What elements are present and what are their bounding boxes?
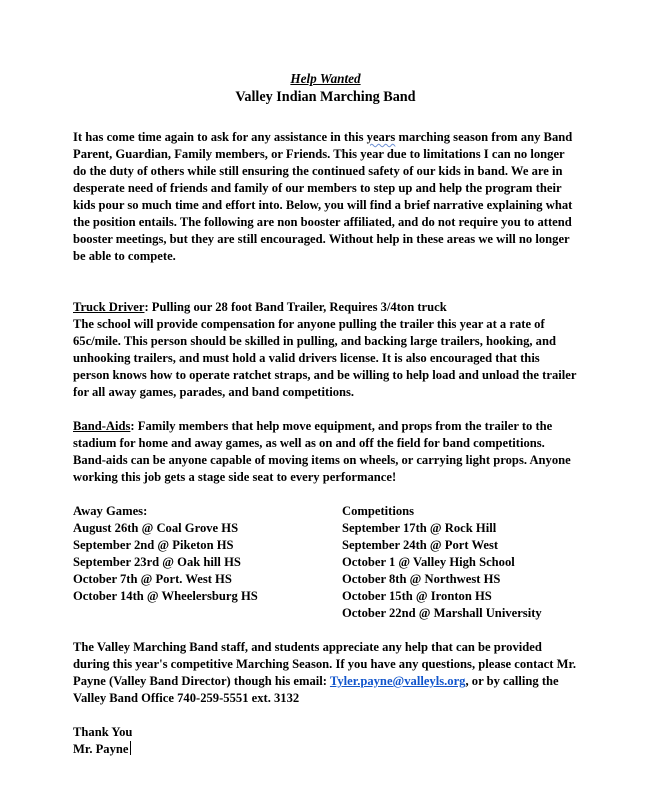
truck-driver-heading: [73, 299, 578, 316]
band-aids-description: : Family members that help move equipment, and props from the trailer to the stadium for home and away games, as well as on and off the field for band competitions. Band-aids can be anyone capable of moving items on wheels, or carrying light props. Anyone working this job gets a stage side seat to every performance!: [73, 419, 571, 484]
closing-paragraph: [73, 639, 578, 707]
competitions-column: [342, 503, 578, 622]
schedule-columns: [73, 503, 578, 622]
band-aids-paragraph: [73, 418, 578, 486]
page-subtitle: Valley Indian Marching Band: [235, 89, 416, 105]
competition-item: September 24th @ Port West: [342, 538, 499, 552]
intro-text-start: It has come time again to ask for any assistance in this: [73, 130, 367, 144]
email-link[interactable]: Tyler.payne@valleyls.org: [329, 674, 466, 688]
text-cursor: [130, 741, 131, 755]
competition-item: October 1 @ Valley High School: [342, 555, 515, 569]
closing-contact-text: , or by calling the Valley Band Office 740-259-5551 ext. 3132: [73, 674, 559, 705]
away-games-heading: Away Games:: [73, 504, 148, 518]
competition-item: September 17th @ Rock Hill: [342, 521, 497, 535]
closing-text: The Valley Marching Band staff, and students appreciate any help that can be provided during this year's competitive Marching Season. If you have any questions, please contact Mr. Payne (Valley Band Director) though his email:: [73, 640, 577, 688]
away-game-item: September 23rd @ Oak hill HS: [73, 555, 241, 569]
page-title: Help Wanted: [290, 71, 361, 86]
competition-item: October 15th @ Ironton HS: [342, 589, 492, 603]
truck-driver-label: Truck Driver: [73, 300, 145, 314]
truck-driver-headline: : Pulling our 28 foot Band Trailer, Requires 3/4ton truck: [144, 300, 447, 314]
away-game-item: September 2nd @ Piketon HS: [73, 538, 234, 552]
signoff-thanks: Thank You: [73, 725, 133, 739]
intro-paragraph: [73, 129, 578, 265]
away-game-item: October 7th @ Port. West HS: [73, 572, 232, 586]
band-aids-label: Band-Aids: [73, 419, 131, 433]
truck-driver-description: The school will provide compensation for anyone pulling the trailer this year at a rate of 65c/mile. This person should be skilled in pulling, and backing large trailers, hooking, and unhooking trailers, and must hold a valid drivers license. It is also encouraged that this person knows how to operate ratchet straps, and be willing to help load and unload the trailer for all away games, parades, and band competitions.: [73, 317, 577, 399]
competitions-heading: Competitions: [342, 504, 415, 518]
away-game-item: October 14th @ Wheelersburg HS: [73, 589, 258, 603]
spellcheck-flagged-word[interactable]: years: [366, 130, 396, 144]
away-game-item: August 26th @ Coal Grove HS: [73, 521, 239, 535]
competition-item: October 22nd @ Marshall University: [342, 606, 542, 620]
competition-item: October 8th @ Northwest HS: [342, 572, 501, 586]
signoff-line[interactable]: [73, 741, 578, 758]
away-games-column: [73, 503, 342, 622]
document-body: [73, 70, 578, 758]
intro-text-rest: marching season from any Band Parent, Guardian, Family members, or Friends. This year due to limitations I can no longer do the duty of others while still ensuring the continued safety of our kids in band. We are in desperate need of friends and family of our members to step up and help the program their kids pour so much time and effort into. Below, you will find a brief narrative explaining what the position entails. The following are non booster affiliated, and do not require you to attend booster meetings, but they are still encouraged. Without help in these areas we will no longer be able to compete.: [73, 130, 573, 263]
signoff-name: Mr. Payne: [73, 742, 129, 756]
